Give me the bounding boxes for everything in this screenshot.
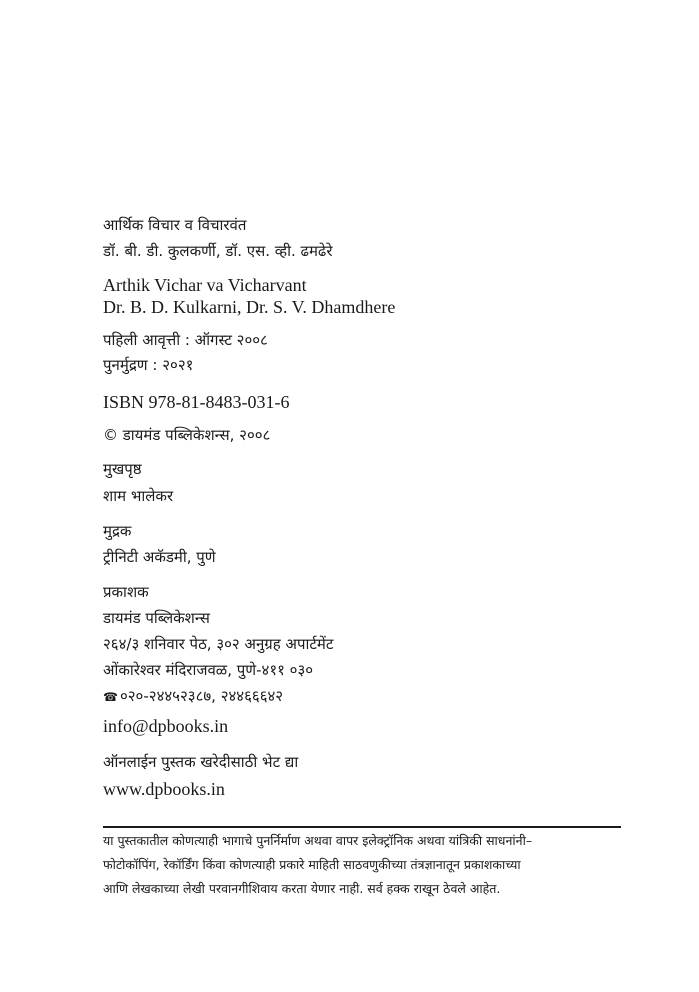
publisher-email[interactable]: info@dpbooks.in bbox=[103, 716, 229, 736]
cover-label: मुखपृष्ठ bbox=[103, 460, 142, 478]
first-edition: पहिली आवृत्ती : ऑगस्ट २००८ bbox=[103, 331, 268, 349]
publisher-address-line1: २६४/३ शनिवार पेठ, ३०२ अनुग्रह अपार्टमेंट bbox=[103, 635, 334, 653]
authors-english: Dr. B. D. Kulkarni, Dr. S. V. Dhamdhere bbox=[103, 297, 396, 317]
notice-line2: फोटोकॉपिंग, रेकॉर्डिंग किंवा कोणत्याही प्रकारे माहिती साठवणुकीच्या तंत्रज्ञानातून प्रकाशकाच्या bbox=[103, 857, 521, 872]
online-purchase-label: ऑनलाईन पुस्तक खरेदीसाठी भेट द्या bbox=[103, 753, 299, 771]
publisher-name: डायमंड पब्लिकेशन्स bbox=[103, 609, 210, 627]
printer-name: ट्रीनिटी अकॅडमी, पुणे bbox=[103, 548, 216, 566]
printer-label: मुद्रक bbox=[103, 522, 132, 540]
notice-line3: आणि लेखकाच्या लेखी परवानगीशिवाय करता येणार नाही. सर्व हक्क राखून ठेवले आहेत. bbox=[103, 881, 501, 896]
publisher-label: प्रकाशक bbox=[103, 583, 149, 601]
divider-rule bbox=[103, 826, 621, 828]
website-link[interactable]: www.dpbooks.in bbox=[103, 779, 225, 799]
reprint: पुनर्मुद्रण : २०२१ bbox=[103, 356, 194, 374]
authors-marathi: डॉ. बी. डी. कुलकर्णी, डॉ. एस. व्ही. ढमढेरे bbox=[103, 242, 333, 260]
title-english: Arthik Vichar va Vicharvant bbox=[103, 275, 307, 295]
copyright-notice: © डायमंड पब्लिकेशन्स, २००८ bbox=[103, 426, 271, 444]
cover-artist: शाम भालेकर bbox=[103, 487, 174, 505]
publisher-address-line2: ओंकारेश्वर मंदिराजवळ, पुणे-४११ ०३० bbox=[103, 661, 314, 679]
isbn: ISBN 978-81-8483-031-6 bbox=[103, 392, 290, 412]
telephone-icon: ☎ bbox=[103, 690, 118, 704]
publisher-phone: ०२०-२४४५२३८७, २४४६६६४२ bbox=[119, 687, 284, 705]
title-marathi: आर्थिक विचार व विचारवंत bbox=[103, 216, 247, 234]
publisher-phone-line bbox=[103, 689, 283, 704]
notice-line1: या पुस्तकातील कोणत्याही भागाचे पुनर्निर्माण अथवा वापर इलेक्ट्रॉनिक अथवा यांत्रिकी साधनांनी– bbox=[103, 833, 533, 848]
